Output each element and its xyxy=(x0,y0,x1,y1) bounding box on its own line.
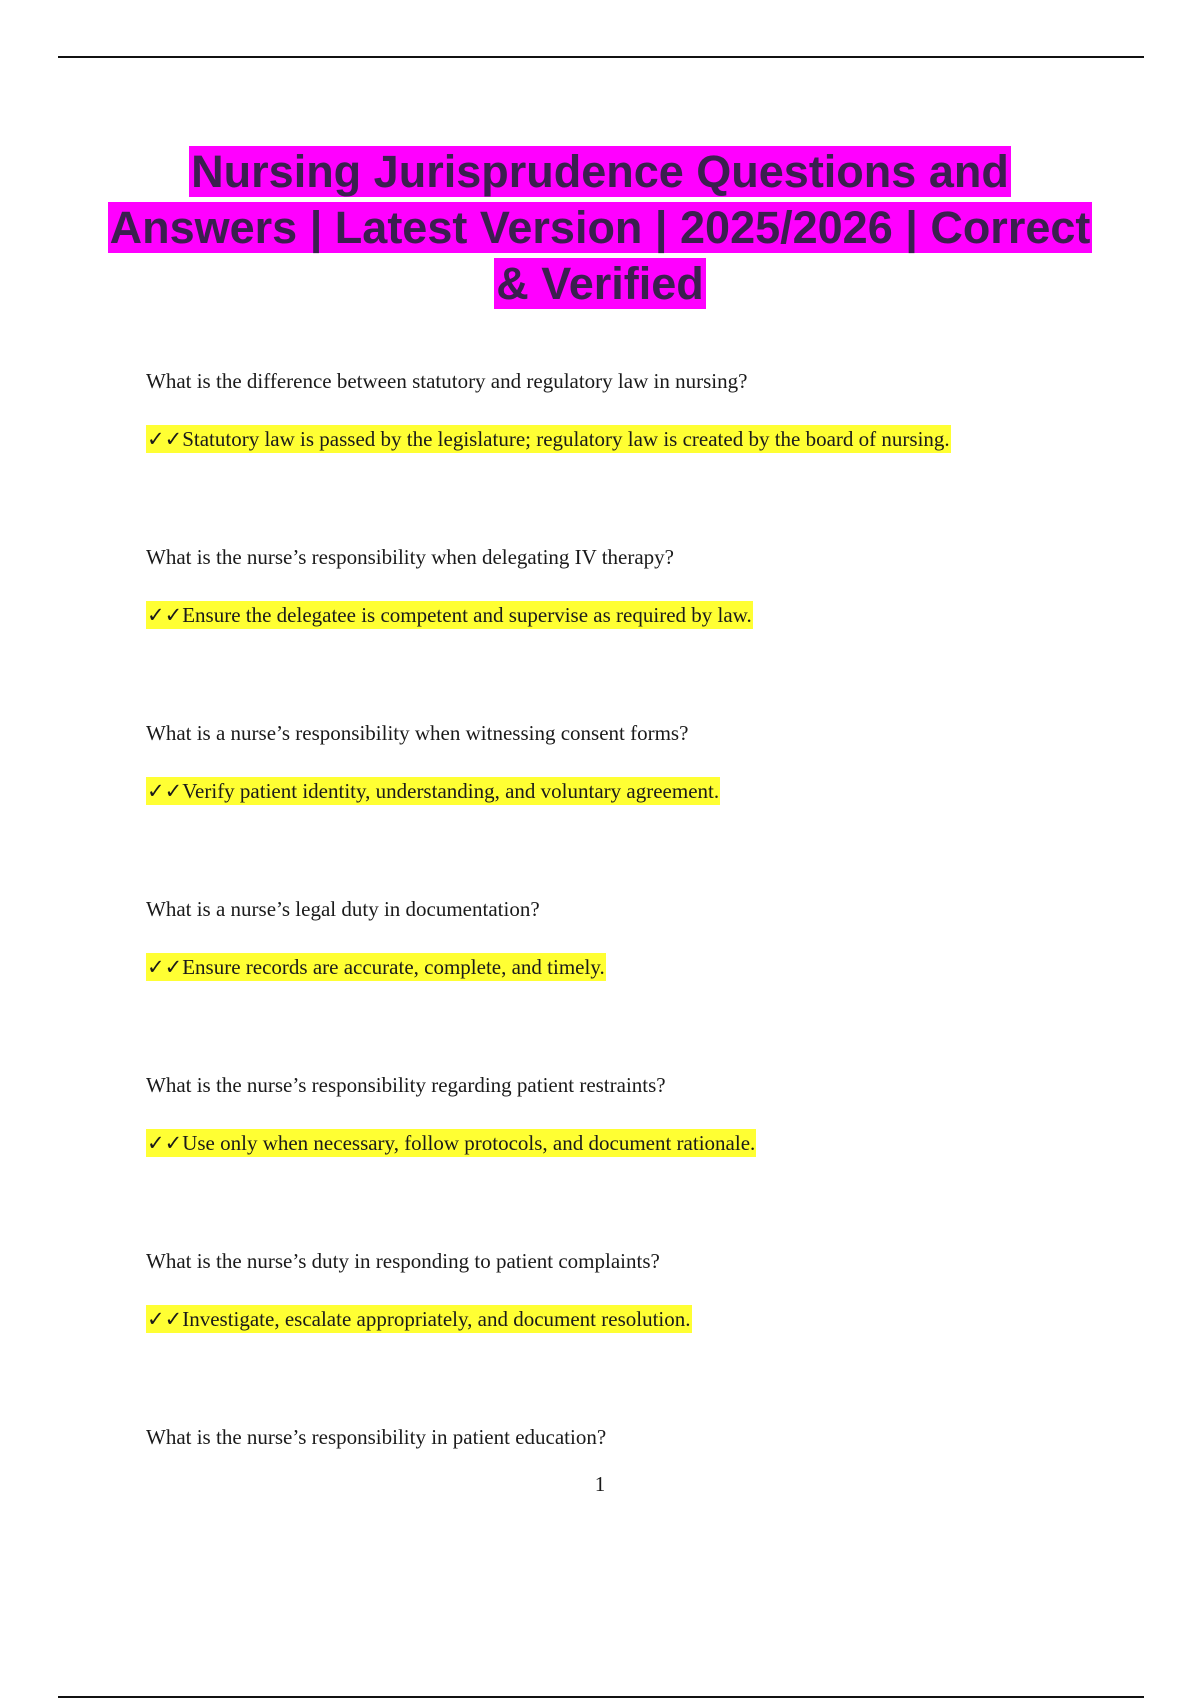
answer xyxy=(146,599,1086,631)
qa-item xyxy=(146,366,1086,542)
question-text: What is a nurse’s responsibility when witnessing consent forms? xyxy=(146,721,689,745)
answer-highlight xyxy=(146,777,720,805)
double-check-icon: ✓✓ xyxy=(147,427,183,451)
question-text: What is the nurse’s responsibility in patient education? xyxy=(146,1425,607,1449)
answer-text: Use only when necessary, follow protocols, and document rationale. xyxy=(182,1131,756,1155)
question-text: What is a nurse’s legal duty in documentation? xyxy=(146,897,540,921)
answer xyxy=(146,1303,1086,1335)
question-text: What is the nurse’s responsibility regarding patient restraints? xyxy=(146,1073,666,1097)
double-check-icon: ✓✓ xyxy=(147,1307,183,1331)
qa-item xyxy=(146,1246,1086,1422)
qa-item xyxy=(146,1422,1086,1598)
answer-text: Ensure the delegatee is competent and supervise as required by law. xyxy=(182,603,752,627)
question-text: What is the nurse’s duty in responding to patient complaints? xyxy=(146,1249,660,1273)
document-title xyxy=(100,144,1100,312)
answer xyxy=(146,775,1086,807)
bottom-rule xyxy=(58,1696,1144,1698)
answer-highlight xyxy=(146,953,606,981)
double-check-icon: ✓✓ xyxy=(147,1131,183,1155)
answer xyxy=(146,423,1086,455)
question-text: What is the nurse’s responsibility when delegating IV therapy? xyxy=(146,545,674,569)
question-text: What is the difference between statutory and regulatory law in nursing? xyxy=(146,369,748,393)
title-text: Nursing Jurisprudence Questions and Answers | Latest Version | 2025/2026 | Correct & Verified xyxy=(109,146,1091,309)
answer-text: Ensure records are accurate, complete, and timely. xyxy=(182,955,605,979)
answer-highlight xyxy=(146,425,951,453)
answer xyxy=(146,1127,1086,1159)
answer xyxy=(146,951,1086,983)
answer-highlight xyxy=(146,1305,692,1333)
answer-highlight xyxy=(146,1129,756,1157)
top-rule xyxy=(58,56,1144,58)
qa-item xyxy=(146,718,1086,894)
qa-item xyxy=(146,542,1086,718)
page-number: 1 xyxy=(594,1472,606,1496)
answer-text: Investigate, escalate appropriately, and document resolution. xyxy=(182,1307,691,1331)
double-check-icon: ✓✓ xyxy=(147,779,183,803)
answer-text: Verify patient identity, understanding, and voluntary agreement. xyxy=(182,779,720,803)
qa-list xyxy=(146,366,1086,1598)
double-check-icon: ✓✓ xyxy=(147,955,183,979)
qa-item xyxy=(146,894,1086,1070)
double-check-icon: ✓✓ xyxy=(147,603,183,627)
answer-text: Statutory law is passed by the legislature; regulatory law is created by the board of nursing. xyxy=(182,427,950,451)
answer-highlight xyxy=(146,601,753,629)
qa-item xyxy=(146,1070,1086,1246)
